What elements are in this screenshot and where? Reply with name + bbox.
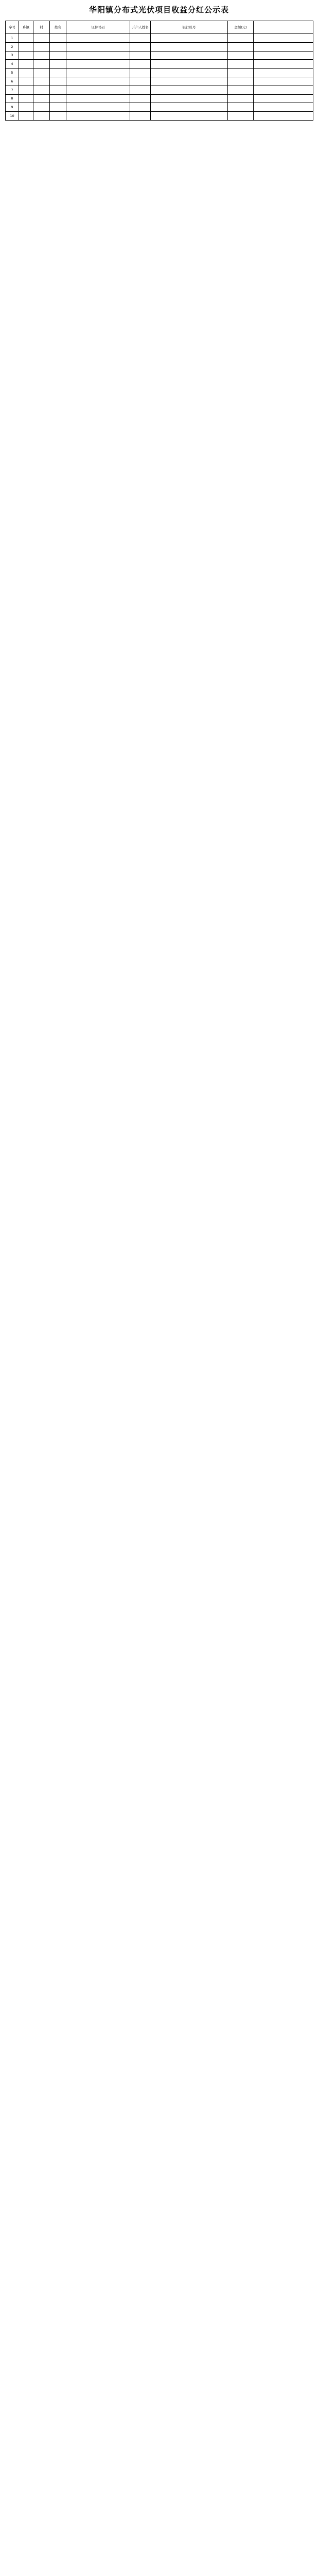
cell-amount — [228, 51, 254, 60]
cell-village — [33, 51, 50, 60]
cell-account — [151, 112, 228, 121]
cell-no: 2 — [6, 42, 19, 51]
cell-extra — [254, 77, 313, 86]
cell-name — [50, 77, 66, 86]
table-row — [6, 51, 313, 60]
cell-amount — [228, 34, 254, 43]
cell-no: 10 — [6, 112, 19, 121]
cell-account — [151, 77, 228, 86]
cell-village — [33, 112, 50, 121]
cell-extra — [254, 86, 313, 94]
cell-amount — [228, 77, 254, 86]
table-row — [6, 103, 313, 112]
cell-account — [151, 42, 228, 51]
cell-name — [50, 69, 66, 77]
cell-payee — [130, 77, 151, 86]
cell-village — [33, 69, 50, 77]
cell-town — [19, 42, 33, 51]
cell-payee — [130, 34, 151, 43]
column-header-account: 银行账号 — [151, 21, 228, 34]
cell-extra — [254, 69, 313, 77]
dividend-table — [5, 21, 313, 121]
cell-village — [33, 42, 50, 51]
cell-account — [151, 51, 228, 60]
cell-id — [66, 112, 130, 121]
cell-id — [66, 86, 130, 94]
cell-extra — [254, 103, 313, 112]
cell-id — [66, 60, 130, 69]
cell-amount — [228, 69, 254, 77]
table-row — [6, 86, 313, 94]
table-body — [6, 34, 313, 121]
cell-id — [66, 94, 130, 103]
cell-village — [33, 94, 50, 103]
cell-amount — [228, 103, 254, 112]
cell-town — [19, 112, 33, 121]
cell-id — [66, 34, 130, 43]
column-header-name: 姓名 — [50, 21, 66, 34]
cell-name — [50, 86, 66, 94]
cell-name — [50, 42, 66, 51]
cell-village — [33, 103, 50, 112]
cell-id — [66, 69, 130, 77]
column-header-amount: 金额(元) — [228, 21, 254, 34]
cell-id — [66, 77, 130, 86]
column-header-payee: 开户人姓名 — [130, 21, 151, 34]
cell-account — [151, 34, 228, 43]
cell-account — [151, 94, 228, 103]
cell-payee — [130, 42, 151, 51]
dividend-table-wrap — [5, 21, 313, 121]
table-row — [6, 69, 313, 77]
table-row — [6, 34, 313, 43]
cell-account — [151, 60, 228, 69]
cell-no: 3 — [6, 51, 19, 60]
cell-name — [50, 112, 66, 121]
cell-name — [50, 60, 66, 69]
cell-account — [151, 69, 228, 77]
cell-id — [66, 51, 130, 60]
cell-amount — [228, 112, 254, 121]
cell-village — [33, 77, 50, 86]
cell-amount — [228, 60, 254, 69]
cell-no: 4 — [6, 60, 19, 69]
column-header-id: 证件号码 — [66, 21, 130, 34]
cell-extra — [254, 42, 313, 51]
cell-id — [66, 103, 130, 112]
column-header-town: 乡镇 — [19, 21, 33, 34]
cell-extra — [254, 34, 313, 43]
cell-payee — [130, 69, 151, 77]
cell-no: 6 — [6, 77, 19, 86]
cell-extra — [254, 60, 313, 69]
cell-village — [33, 86, 50, 94]
cell-amount — [228, 94, 254, 103]
cell-village — [33, 34, 50, 43]
cell-payee — [130, 94, 151, 103]
cell-payee — [130, 86, 151, 94]
cell-no: 5 — [6, 69, 19, 77]
table-row — [6, 42, 313, 51]
cell-no: 9 — [6, 103, 19, 112]
cell-name — [50, 103, 66, 112]
column-header-village: 村 — [33, 21, 50, 34]
column-header-no: 序号 — [6, 21, 19, 34]
cell-town — [19, 94, 33, 103]
cell-id — [66, 42, 130, 51]
table-row — [6, 77, 313, 86]
table-header-row — [6, 21, 313, 34]
cell-amount — [228, 86, 254, 94]
cell-payee — [130, 51, 151, 60]
cell-extra — [254, 94, 313, 103]
cell-no: 8 — [6, 94, 19, 103]
cell-town — [19, 60, 33, 69]
cell-payee — [130, 112, 151, 121]
cell-town — [19, 86, 33, 94]
cell-town — [19, 51, 33, 60]
table-row — [6, 112, 313, 121]
cell-payee — [130, 60, 151, 69]
table-row — [6, 94, 313, 103]
column-header-extra — [254, 21, 313, 34]
cell-town — [19, 69, 33, 77]
cell-no: 1 — [6, 34, 19, 43]
cell-town — [19, 103, 33, 112]
cell-payee — [130, 103, 151, 112]
cell-name — [50, 51, 66, 60]
cell-extra — [254, 51, 313, 60]
cell-name — [50, 94, 66, 103]
cell-name — [50, 34, 66, 43]
page-title: 华阳镇分布式光伏项目收益分红公示表 — [89, 5, 229, 14]
cell-account — [151, 103, 228, 112]
table-row — [6, 60, 313, 69]
cell-village — [33, 60, 50, 69]
cell-no: 7 — [6, 86, 19, 94]
cell-town — [19, 34, 33, 43]
cell-extra — [254, 112, 313, 121]
cell-account — [151, 86, 228, 94]
cell-town — [19, 77, 33, 86]
cell-amount — [228, 42, 254, 51]
